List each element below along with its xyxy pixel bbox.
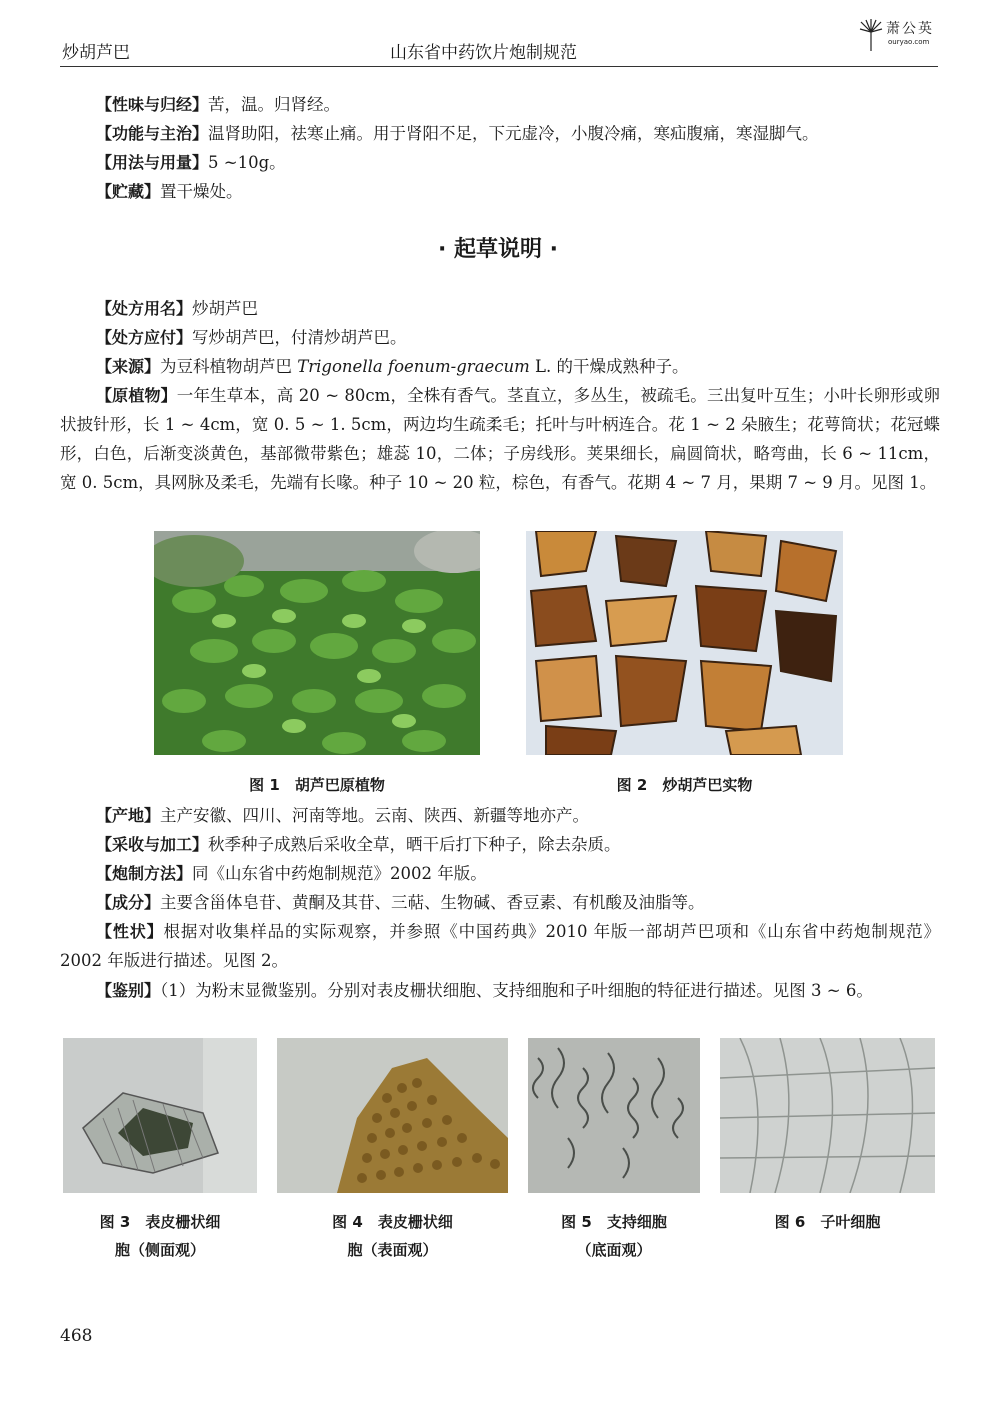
figure-4-caption-line-1: 图 4 表皮栅状细 bbox=[332, 1213, 453, 1231]
label-dosage: 【用法与用量】 bbox=[96, 153, 209, 172]
figure-4-image bbox=[277, 1038, 508, 1193]
text-origin: 主产安徽、四川、河南等地。云南、陕西、新疆等地亦产。 bbox=[160, 806, 590, 825]
label-dispense: 【处方应付】 bbox=[96, 328, 193, 347]
figure-2-image bbox=[526, 531, 843, 755]
figure-4-caption bbox=[277, 1208, 508, 1264]
figure-1-caption: 图 1 胡芦巴原植物 bbox=[249, 776, 385, 794]
label-method: 【炮制方法】 bbox=[96, 864, 193, 883]
section-source bbox=[60, 352, 940, 381]
figure-5-image bbox=[528, 1038, 700, 1193]
text-dispense: 写炒胡芦巴，付清炒胡芦巴。 bbox=[192, 328, 407, 347]
text-identify: （1）为粉末显微鉴别。分别对表皮栅状细胞、支持细胞和子叶细胞的特征进行描述。见图 3 ~ 6。 bbox=[160, 981, 873, 1000]
label-function: 【功能与主治】 bbox=[96, 124, 209, 143]
section-harvest bbox=[60, 830, 940, 859]
figure-5-caption-line-1: 图 5 支持细胞 bbox=[561, 1213, 667, 1231]
micrograph-support-cells bbox=[528, 1038, 700, 1193]
label-harvest: 【采收与加工】 bbox=[96, 835, 209, 854]
section-title: · 起草说明 · bbox=[437, 237, 559, 262]
text-traits: 根据对收集样品的实际观察，并参照《中国药典》2010 年版一部胡芦巴项和《山东省中药炮制规范》2002 年版进行描述。见图 2。 bbox=[60, 922, 940, 970]
label-taste: 【性味与归经】 bbox=[96, 95, 209, 114]
section-dispense bbox=[60, 323, 940, 352]
figure-3-image bbox=[63, 1038, 257, 1193]
text-source-b: L. 的干燥成熟种子。 bbox=[529, 357, 689, 376]
label-origin: 【产地】 bbox=[96, 806, 161, 825]
section-function bbox=[60, 119, 940, 148]
page-header bbox=[60, 21, 938, 67]
text-name: 炒胡芦巴 bbox=[192, 299, 259, 318]
figure-5-caption bbox=[528, 1208, 700, 1264]
text-dosage: 5 ~10g。 bbox=[208, 153, 286, 172]
label-components: 【成分】 bbox=[96, 893, 161, 912]
header-center: 山东省中药饮片炮制规范 bbox=[390, 43, 577, 63]
figure-1-image bbox=[154, 531, 480, 755]
section-origin bbox=[60, 801, 940, 830]
latin-name: Trigonella foenum-graecum bbox=[297, 357, 530, 376]
label-identify: 【鉴别】 bbox=[96, 981, 161, 1000]
section-plant bbox=[60, 381, 940, 497]
figure-5-caption-line-2: （底面观） bbox=[576, 1241, 652, 1259]
label-storage: 【贮藏】 bbox=[96, 182, 161, 201]
site-logo bbox=[858, 16, 938, 56]
text-storage: 置干燥处。 bbox=[160, 182, 243, 201]
figure-3-caption-line-1: 图 3 表皮栅状细 bbox=[99, 1213, 221, 1231]
section-storage bbox=[60, 177, 940, 206]
figure-2-caption: 图 2 炒胡芦巴实物 bbox=[616, 776, 753, 794]
label-plant: 【原植物】 bbox=[96, 386, 177, 405]
figure-3-caption bbox=[63, 1208, 257, 1264]
figure-3-caption-line-2: 胞（侧面观） bbox=[114, 1241, 205, 1259]
label-traits: 【性状】 bbox=[96, 922, 164, 941]
micrograph-palisade-side bbox=[63, 1038, 257, 1193]
text-source-a: 为豆科植物胡芦巴 bbox=[160, 357, 298, 376]
seed-photo bbox=[526, 531, 843, 755]
section-traits bbox=[60, 917, 940, 975]
text-plant: 一年生草本，高 20 ~ 80cm，全株有香气。茎直立，多丛生，被疏毛。三出复叶互生；小叶长卵形或卵状披针形，长 1 ~ 4cm，宽 0. 5 ~ 1. 5cm，两边均生疏柔毛；托叶与叶柄连合。花 1 ~ 2 朵腋生；花萼筒状；花冠蝶形，白色，后渐变淡黄色，基部微带紫色；雄蕊 10，二体；子房线形。荚果细长，扁圆筒状，略弯曲，长 6 ~ 11cm，宽 0. 5cm，具网脉及柔毛，先端有长喙。种子 10 ~ 20 粒，棕色，有香气。花期 4 ~ 7 月，果期 7 ~ 9 月。见图 1。 bbox=[60, 386, 940, 492]
header-left: 炒胡芦巴 bbox=[62, 43, 130, 63]
micrograph-palisade-surface bbox=[277, 1038, 508, 1193]
plant-photo bbox=[154, 531, 480, 755]
label-name: 【处方用名】 bbox=[96, 299, 193, 318]
text-method: 同《山东省中药炮制规范》2002 年版。 bbox=[192, 864, 487, 883]
label-source: 【来源】 bbox=[96, 357, 161, 376]
section-taste bbox=[60, 90, 940, 119]
section-identify bbox=[60, 976, 940, 1005]
text-harvest: 秋季种子成熟后采收全草，晒干后打下种子，除去杂质。 bbox=[208, 835, 621, 854]
logo-url: ouryao.com bbox=[888, 38, 930, 46]
figure-6-caption bbox=[720, 1208, 935, 1236]
text-function: 温肾助阳，祛寒止痛。用于肾阳不足，下元虚冷，小腹冷痛，寒疝腹痛，寒湿脚气。 bbox=[208, 124, 819, 143]
section-components bbox=[60, 888, 940, 917]
figure-4-caption-line-2: 胞（表面观） bbox=[347, 1241, 438, 1259]
figure-6-image bbox=[720, 1038, 935, 1193]
figure-6-caption-line-1: 图 6 子叶细胞 bbox=[774, 1213, 881, 1231]
section-dosage bbox=[60, 148, 940, 177]
micrograph-cotyledon-cells bbox=[720, 1038, 935, 1193]
logo-text: 萧公英 bbox=[886, 21, 934, 37]
section-name bbox=[60, 294, 940, 323]
section-method bbox=[60, 859, 940, 888]
dandelion-icon bbox=[858, 18, 884, 52]
page-number: 468 bbox=[60, 1326, 93, 1346]
text-components: 主要含甾体皂苷、黄酮及其苷、三萜、生物碱、香豆素、有机酸及油脂等。 bbox=[160, 893, 705, 912]
text-taste: 苦，温。归肾经。 bbox=[208, 95, 341, 114]
